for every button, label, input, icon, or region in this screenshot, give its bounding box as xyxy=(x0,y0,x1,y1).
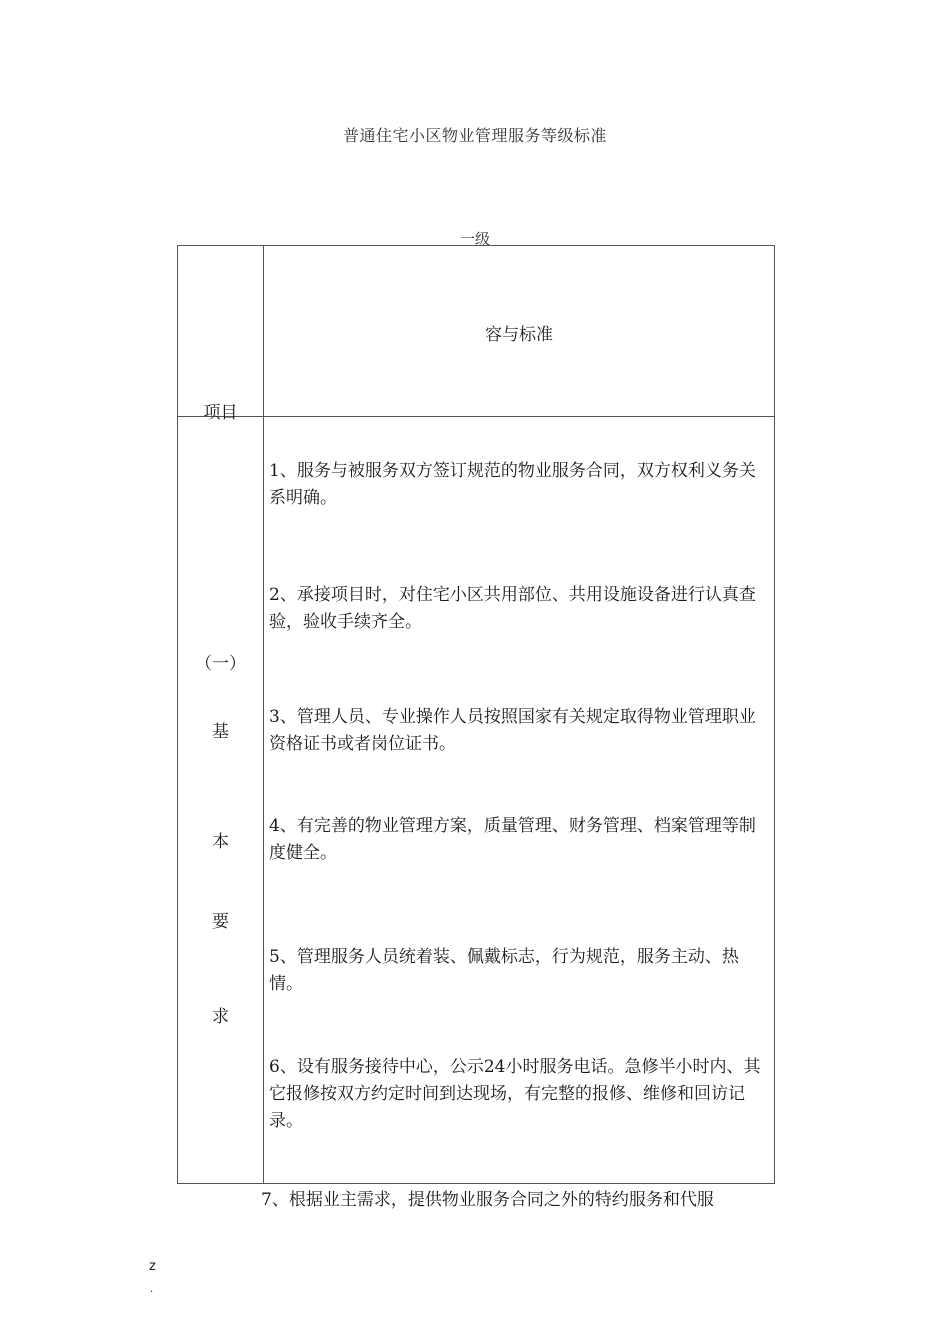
footer-mark: z xyxy=(149,1259,156,1274)
category-char: 本 xyxy=(212,832,229,852)
standard-item-1: 1、服务与被服务双方签订规范的物业服务合同，双方权利义务关系明确。 xyxy=(269,461,756,508)
standard-item-2: 2、承接项目时，对住宅小区共用部位、共用设施设备进行认真查验，验收手续齐全。 xyxy=(269,585,756,632)
column-divider xyxy=(263,246,264,1183)
standard-item-6: 6、设有服务接待中心，公示24小时服务电话。急修半小时内、其它报修按双方约定时间到达现场，有完整的报修、维修和回访记录。 xyxy=(269,1057,761,1131)
standard-item-7: 7、根据业主需求，提供物业服务合同之外的特约服务和代服 xyxy=(261,1190,714,1210)
standards-table xyxy=(177,245,775,1184)
category-char: （一） xyxy=(195,654,246,674)
standard-item-3: 3、管理人员、专业操作人员按照国家有关规定取得物业管理职业资格证书或者岗位证书。 xyxy=(269,707,756,754)
header-item: 项目 xyxy=(203,403,238,423)
category-char: 基 xyxy=(212,722,229,742)
header-divider xyxy=(178,416,774,417)
category-char: 要 xyxy=(212,912,229,932)
document-title: 普通住宅小区物业管理服务等级标准 xyxy=(342,126,607,145)
standard-item-5: 5、管理服务人员统着装、佩戴标志，行为规范，服务主动、热情。 xyxy=(269,947,739,994)
standard-item-4: 4、有完善的物业管理方案，质量管理、财务管理、档案管理等制度健全。 xyxy=(269,816,756,863)
footer-dot: . xyxy=(150,1284,154,1295)
header-content-standard: 容与标准 xyxy=(485,325,553,345)
category-char: 求 xyxy=(212,1007,229,1027)
level-label: 一级 xyxy=(459,230,490,248)
